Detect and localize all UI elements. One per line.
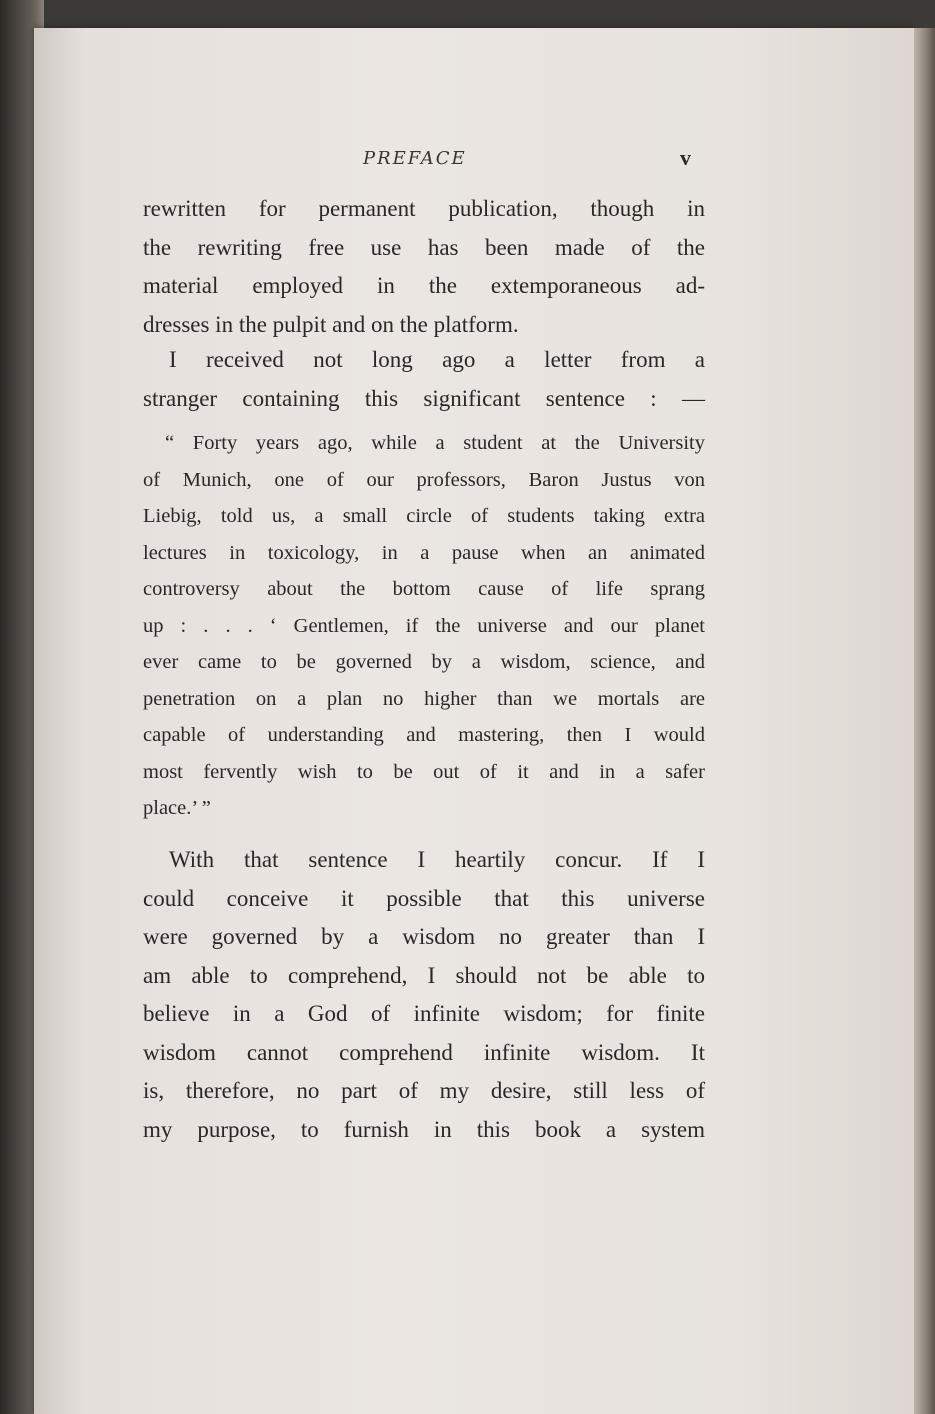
paragraph-3 xyxy=(143,841,705,1149)
text-line: the rewriting free use has been made of the xyxy=(143,234,705,260)
quote-line: controversy about the bottom cause of life sprang xyxy=(143,578,705,600)
text-line: rewritten for permanent publication, though in xyxy=(143,196,705,221)
text-line: wisdom cannot comprehend infinite wisdom. It xyxy=(143,1039,705,1065)
text-line: were governed by a wisdom no greater than I xyxy=(143,924,705,949)
text-line: dresses in the pulpit and on the platform. xyxy=(143,311,519,337)
text-line: With that sentence I heartily concur. If I xyxy=(169,847,705,872)
quote-line: Liebig, told us, a small circle of students taking extra xyxy=(143,505,705,527)
text-line: believe in a God of infinite wisdom; for finite xyxy=(143,1001,705,1026)
quote-line: lectures in toxicology, in a pause when an animated xyxy=(143,541,705,564)
running-head: PREFACE xyxy=(363,148,467,169)
quote-line: “ Forty years ago, while a student at the University xyxy=(165,432,705,454)
quote-line: ever came to be governed by a wisdom, science, and xyxy=(143,651,705,673)
text-line: could conceive it possible that this universe xyxy=(143,885,705,911)
text-line: material employed in the extemporaneous ad- xyxy=(143,273,705,298)
page-edge xyxy=(914,28,935,1414)
paragraph-2 xyxy=(143,341,705,418)
quote-line: capable of understanding and mastering, then I would xyxy=(143,724,705,746)
text-line: am able to comprehend, I should not be able to xyxy=(143,962,705,988)
block-quote xyxy=(143,425,705,827)
paragraph-1 xyxy=(143,190,705,344)
text-line: stranger containing this significant sentence : — xyxy=(143,385,705,411)
quote-line: penetration on a plan no higher than we mortals are xyxy=(143,687,705,710)
quote-line: of Munich, one of our professors, Baron Justus von xyxy=(143,468,705,491)
text-line: is, therefore, no part of my desire, still less of xyxy=(143,1078,705,1103)
quote-line: up : . . . ‘ Gentlemen, if the universe and our planet xyxy=(143,614,705,637)
quote-line: place.’ ” xyxy=(143,797,211,819)
page-number: v xyxy=(680,145,691,170)
quote-line: most fervently wish to be out of it and in a safer xyxy=(143,760,705,783)
text-line: my purpose, to furnish in this book a system xyxy=(143,1116,705,1142)
text-line: I received not long ago a letter from a xyxy=(169,347,705,372)
